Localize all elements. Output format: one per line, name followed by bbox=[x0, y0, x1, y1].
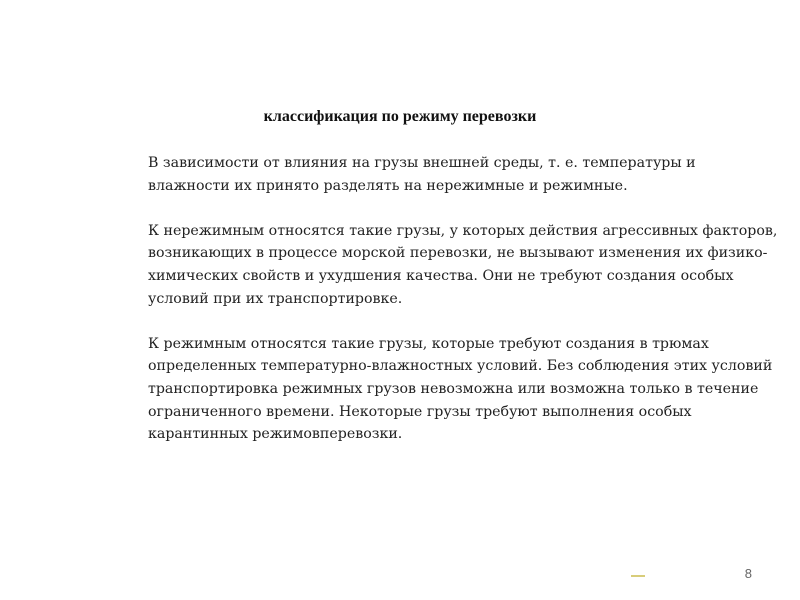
paragraph-intro: В зависимости от влияния на грузы внешней среды, т. е. температуры и влажности их принято разделять на нережимные и режимные. bbox=[148, 155, 696, 194]
paragraph-non-regime-cargo: К нережимным относятся такие грузы, у которых действия агрессивных факторов, возникающих в процессе морской перевозки, не вызывают изменения их физико-химических свойств и ухудшения качества. Они не требуют создания особых условий при их транспортировке. bbox=[148, 222, 778, 307]
slide-body bbox=[148, 152, 778, 468]
page-number: 8 bbox=[744, 566, 752, 581]
footer-decoration bbox=[631, 575, 645, 577]
paragraph-regime-cargo: К режимным относятся такие грузы, которые требуют создания в трюмах определенных температурно-влажностных условий. Без соблюдения этих условий транспортировка режимных грузов невозможна или возможна только в течение ограниченного времени. Некоторые грузы требуют выполнения особых карантинных режимовперевозки. bbox=[148, 335, 773, 443]
slide-title: классификация по режиму перевозки bbox=[263, 108, 537, 125]
